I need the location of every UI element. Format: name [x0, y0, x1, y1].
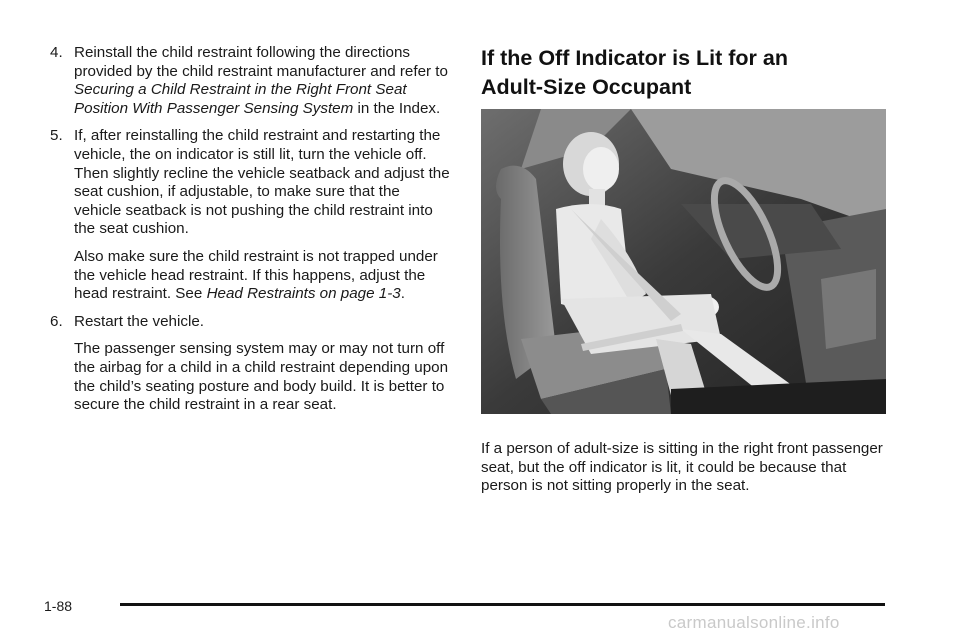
section-heading-line2: Adult-Size Occupant: [481, 75, 692, 99]
step-6: [50, 313, 450, 332]
step-4: [50, 44, 450, 118]
step-text: If, after reinstalling the child restraint and restarting the vehicle, the on indicator is still lit, turn the vehicle off. Then slightly recline the vehicle seatback and adjust the seat cushion, if adjustable, to make sure that the vehicle seatback is not pushing the child restraint into the seat cushion.: [74, 127, 450, 238]
step-text: Restart the vehicle.: [74, 312, 204, 330]
page-number: 1-88: [44, 598, 73, 614]
section-body: If a person of adult-size is sitting in the right front passenger seat, but the off indicator is lit, it could be because that person is not sitting properly in the seat.: [481, 440, 883, 495]
instructions-column: [50, 44, 450, 424]
step-5: [50, 127, 450, 239]
occupant-illustration: [481, 109, 886, 414]
footer-rule: [120, 603, 885, 606]
step-6-note: [50, 340, 450, 414]
step-text-end: in the Index.: [353, 99, 441, 117]
note-text: Also make sure the child restraint is not trapped under the vehicle head restraint. If this happens, adjust the head restraint. See: [74, 247, 438, 303]
section-heading-line1: If the Off Indicator is Lit for an: [481, 46, 788, 70]
step-number: 5.: [50, 127, 63, 145]
step-text: Reinstall the child restraint following the directions provided by the child restraint manufacturer and refer to: [74, 44, 448, 80]
section-header: [481, 44, 891, 102]
note-text: The passenger sensing system may or may not turn off the airbag for a child in a child restraint depending upon the child’s seating posture and body build. It is better to secure the child restraint in a rear seat.: [74, 340, 449, 414]
seated-adult-illustration: [481, 109, 886, 414]
note-text-end: .: [400, 285, 405, 303]
page-reference: Head Restraints on page 1-3: [206, 285, 401, 303]
step-number: 6.: [50, 312, 63, 330]
step-number: 4.: [50, 44, 63, 61]
index-reference: Securing a Child Restraint in the Right Front Seat Position With Passenger Sensing System: [74, 81, 407, 117]
watermark-text: carmanualsonline.info: [668, 613, 840, 632]
step-5-note: [50, 248, 450, 304]
